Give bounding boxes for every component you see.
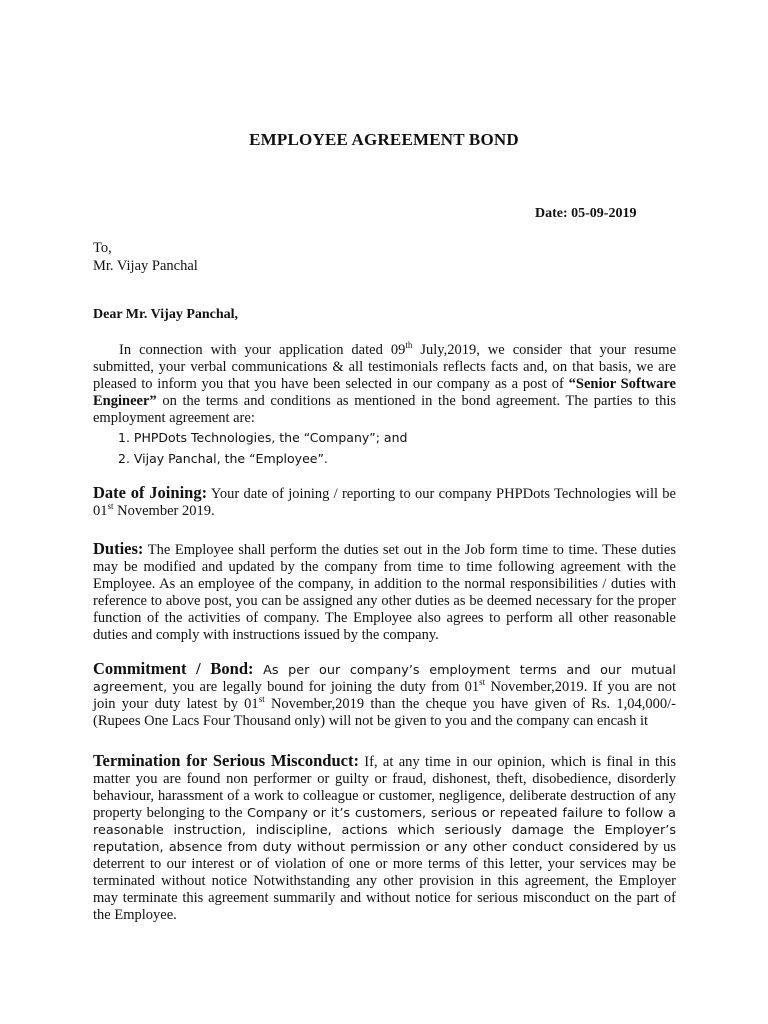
recipient-name: Mr. Vijay Panchal [93,258,198,274]
date-of-joining-superscript: st [107,501,114,512]
commitment-section [93,660,676,730]
termination-text-sans: Company or it’s customers, serious or repeated failure to follow a reasonable instruction, indiscipline, actions which seriously damage the Employer’s reputation, absence from duty without permission or any other conduct considered [93,806,677,855]
date-of-joining-text-1: Your date of joining / reporting to our company PHPDots Technologies will be 01 [93,486,676,519]
commitment-text-sans: As per our company’s employment terms and our mutual agreement, [93,663,676,695]
salutation: Dear Mr. Vijay Panchal, [93,307,239,322]
date-of-joining-text-2: November 2019. [113,503,215,519]
post-title: “Senior Software Engineer” [93,376,676,409]
duties-text: The Employee shall perform the duties set out in the Job form time to time. These duties may be modified and updated by the company from time to time following agreement with the Employee. As an employee of the company, in addition to the normal responsibilities / duties with reference to above post, you can be assigned any other duties as be deemed necessary for the proper function of the activities of company. The Employee also agrees to perform all other reasonable duties and comply with instructions issued by the company. [93,542,676,643]
intro-paragraph [93,342,676,427]
intro-text-2: July,2019, we consider that your resume submitted, your verbal communications & all testimonials reflects facts and, on that basis, we are pleased to inform you that you have been selected in our company as a post of [93,342,676,392]
duties-section [93,540,676,644]
date-of-joining-heading: Date of Joining: [93,483,208,502]
termination-heading: Termination for Serious Misconduct: [93,751,359,770]
to-label: To, [93,240,112,256]
commitment-heading: Commitment / Bond: [93,659,254,678]
commitment-text-1: you are legally bound for joining the duty from 01 [167,679,480,695]
commitment-superscript-1: st [479,677,486,688]
recipient-block [93,239,198,275]
termination-text-1: If, at any time in our opinion, which is final in this matter you are found non performer or guilty or fraud, dishonest, theft, disobedience, disorderly behaviour, harassment of a work to colleague or customer, negligence, deliberate destruction of any property belonging to the [93,754,676,821]
termination-text-2: by us deterrent to our interest or of violation of one or more terms of this letter, your services may be terminated without notice Notwithstanding any other provision in this agreement, the Employer may terminate this agreement summarily and without notice for serious misconduct on the part of the Employee. [93,839,676,923]
document-date: Date: 05-09-2019 [535,206,637,221]
commitment-text-2: November,2019. If you are not join your duty latest by 01 [93,679,676,712]
party-item-employee: 2. Vijay Panchal, the “Employee”. [118,451,328,466]
termination-section [93,752,676,924]
intro-text-3: on the terms and conditions as mentioned in the bond agreement. The parties to this employment agreement are: [93,393,676,426]
commitment-text-3: November,2019 than the cheque you have given of Rs. 1,04,000/- (Rupees One Lacs Four Thousand only) will not be given to you and the company can encash it [93,696,676,729]
party-item-company: 1. PHPDots Technologies, the “Company”; and [118,430,408,445]
date-of-joining-section [93,484,676,520]
intro-superscript: th [405,340,413,351]
commitment-superscript-2: st [258,694,265,705]
intro-text-1: In connection with your application dated 09 [119,342,406,358]
duties-heading: Duties: [93,539,144,558]
document-title: EMPLOYEE AGREEMENT BOND [249,130,519,149]
